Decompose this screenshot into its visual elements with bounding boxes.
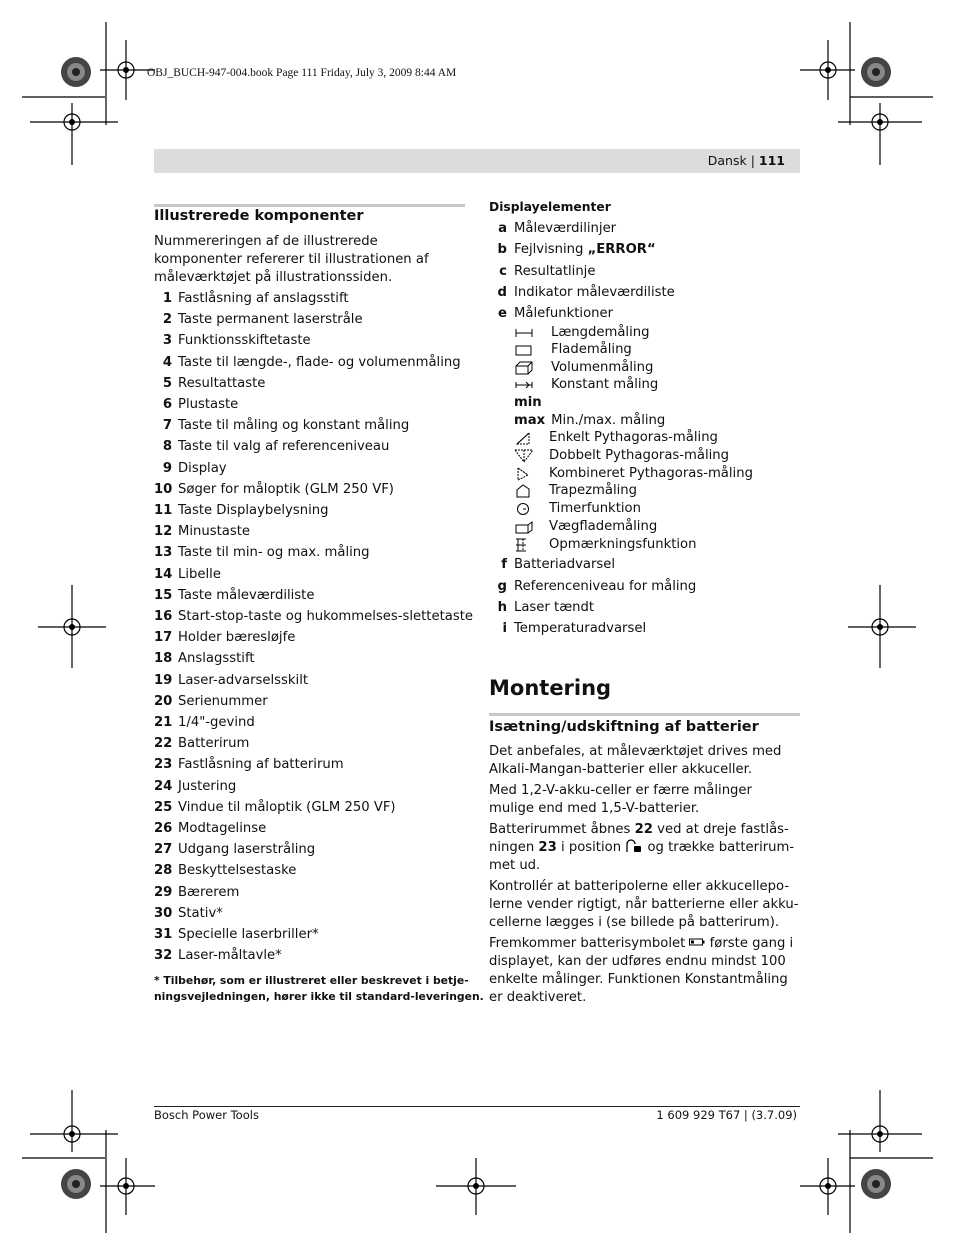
display-elements-list <box>489 221 809 641</box>
volume-measure-icon <box>514 361 534 375</box>
component-number: 16 <box>154 609 173 624</box>
element-label: Resultatlinje <box>514 263 596 279</box>
function-label: Dobbelt Pythagoras-måling <box>549 448 730 463</box>
display-element-item <box>489 557 809 575</box>
element-key: c <box>499 263 507 279</box>
element-label: Laser tændt <box>514 599 595 615</box>
component-number: 17 <box>154 630 173 646</box>
component-label: 1/4"-gevind <box>178 715 255 730</box>
function-label: Enkelt Pythagoras-måling <box>549 430 718 446</box>
component-label: Plustaste <box>178 397 239 412</box>
component-item <box>154 291 474 309</box>
header-band <box>154 149 800 173</box>
function-label: Opmærkningsfunktion <box>549 536 697 552</box>
component-item <box>154 609 474 627</box>
component-number: 27 <box>154 842 173 858</box>
wall-area-icon <box>514 520 534 534</box>
component-label: Justering <box>178 778 237 794</box>
function-label: Trapezmåling <box>549 483 638 499</box>
display-element-item <box>489 264 809 282</box>
measure-function-item <box>489 501 809 518</box>
function-label: Volumenmåling <box>551 359 654 375</box>
element-label: Målefunktioner <box>514 306 614 322</box>
component-label: Resultattaste <box>178 375 266 391</box>
function-label: Timerfunktion <box>549 501 641 517</box>
subsection-title: Isætning/udskiftning af batterier <box>489 719 759 735</box>
function-label: Vægflademåling <box>549 518 658 534</box>
component-number: 13 <box>154 545 173 561</box>
print-slug: OBJ_BUCH-947-004.book Page 111 Friday, July 3, 2009 8:44 AM <box>147 67 457 79</box>
component-item <box>154 461 474 479</box>
measure-function-item <box>489 537 809 554</box>
measure-function-item <box>489 519 809 536</box>
display-element-item <box>489 306 809 324</box>
minmax-text: Min./max. måling <box>551 412 666 428</box>
component-item <box>154 673 474 691</box>
component-item <box>154 630 474 648</box>
component-number: 9 <box>162 460 172 476</box>
component-item <box>154 545 474 563</box>
component-label: Taste permanent laserstråle <box>178 312 363 328</box>
element-key: b <box>497 242 507 258</box>
battery-icon <box>689 934 705 942</box>
component-number: 31 <box>154 927 173 942</box>
paragraph-polarity: Kontrollér at batteripolerne eller akkucellepo-lerne vender rigtigt, når batterierne eller akku-cellerne lægges i (se billede på batterirum). <box>489 879 799 930</box>
function-label: Flademåling <box>551 342 632 358</box>
components-list <box>154 291 474 971</box>
component-label: Anslagsstift <box>178 651 255 667</box>
component-item <box>154 779 474 797</box>
component-number: 29 <box>154 884 173 900</box>
footer-docnumber: 1 609 929 T67 | (3.7.09) <box>656 1108 797 1122</box>
component-label: Vindue til måloptik (GLM 250 VF) <box>178 799 396 815</box>
component-number: 12 <box>154 524 173 540</box>
display-element-item <box>489 285 809 303</box>
footer-rule <box>154 1106 800 1107</box>
component-item <box>154 312 474 330</box>
element-key: h <box>497 599 507 615</box>
component-item <box>154 694 474 712</box>
component-number: 19 <box>154 672 173 688</box>
component-item <box>154 948 474 966</box>
component-label: Taste til valg af referenceniveau <box>178 439 390 455</box>
component-number: 28 <box>154 863 173 879</box>
element-key: d <box>497 284 507 300</box>
component-item <box>154 651 474 669</box>
component-label: Laser-advarselsskilt <box>178 672 309 688</box>
component-label: Start-stop-taste og hukommelses-slettetaste <box>178 609 473 624</box>
unlock-position-icon <box>625 839 643 853</box>
component-number: 21 <box>154 715 173 730</box>
component-number: 11 <box>154 503 173 518</box>
measure-function-item <box>489 360 809 377</box>
component-number: 10 <box>154 481 173 497</box>
element-label: Temperaturadvarsel <box>514 621 647 637</box>
display-element-item <box>489 579 809 597</box>
component-item <box>154 715 474 733</box>
footnote-line-1: * Tilbehør, som er illustreret eller beskrevet i betje- <box>154 974 469 987</box>
footer-brand: Bosch Power Tools <box>154 1108 259 1122</box>
component-number: 20 <box>154 693 173 709</box>
component-item <box>154 439 474 457</box>
component-number: 5 <box>162 375 172 391</box>
component-label: Holder bæresløjfe <box>178 630 296 646</box>
trapezoid-icon <box>514 484 534 498</box>
display-element-item <box>489 221 809 239</box>
component-number: 24 <box>154 778 173 794</box>
component-item <box>154 333 474 351</box>
measure-function-item <box>489 466 809 483</box>
component-number: 7 <box>162 418 172 434</box>
measure-function-item <box>489 448 809 465</box>
component-label: Minustaste <box>178 524 251 540</box>
component-item <box>154 800 474 818</box>
measure-function-item <box>489 430 809 447</box>
component-item <box>154 757 474 775</box>
page-number: 111 <box>758 153 785 168</box>
element-label: Fejlvisning „ERROR“ <box>514 242 656 258</box>
component-label: Batterirum <box>178 736 250 752</box>
component-number: 4 <box>162 354 172 370</box>
component-number: 22 <box>154 736 173 752</box>
component-label: Funktionsskiftetaste <box>178 333 311 349</box>
paragraph-battery-symbol: Fremkommer batterisymbolet første gang i displayet, kan der udføres endnu mindst 100 enkelte målinger. Funktionen Konstantmåling er deaktiveret. <box>489 936 794 1005</box>
pythagoras-double-icon <box>514 449 534 463</box>
display-element-item <box>489 621 809 639</box>
display-element-item <box>489 242 809 260</box>
measure-function-item <box>489 325 809 342</box>
measure-function-item <box>489 483 809 500</box>
component-label: Udgang laserstråling <box>178 842 316 858</box>
element-key: a <box>498 221 507 236</box>
error-label: „ERROR“ <box>587 242 656 258</box>
component-number: 26 <box>154 821 173 836</box>
component-item <box>154 376 474 394</box>
component-item <box>154 885 474 903</box>
continuous-measure-icon <box>514 378 534 392</box>
element-label: Batteriadvarsel <box>514 557 616 573</box>
component-label: Beskyttelsestaske <box>178 863 297 879</box>
component-item <box>154 863 474 881</box>
subsection-rule <box>489 713 800 716</box>
function-label: Kombineret Pythagoras-måling <box>549 465 753 481</box>
component-number: 14 <box>154 566 173 582</box>
component-item <box>154 906 474 924</box>
component-label: Fastlåsning af batterirum <box>178 757 344 773</box>
area-measure-icon <box>514 343 534 357</box>
component-number: 23 <box>154 757 173 773</box>
component-label: Serienummer <box>178 693 268 709</box>
component-item <box>154 524 474 542</box>
function-label: Længdemåling <box>551 324 650 340</box>
component-number: 32 <box>154 948 173 964</box>
element-label: Måleværdilinjer <box>514 221 617 236</box>
element-key: g <box>497 578 507 594</box>
component-number: 6 <box>162 397 172 412</box>
timer-icon <box>514 502 534 516</box>
max-label: max <box>514 412 546 428</box>
component-label: Specielle laserbriller* <box>178 927 319 942</box>
element-key: f <box>501 557 507 573</box>
component-item <box>154 355 474 373</box>
component-label: Laser-måltavle* <box>178 948 282 964</box>
length-measure-icon <box>514 326 534 340</box>
section-rule <box>154 204 465 207</box>
display-elements-heading: Displayelementer <box>489 200 611 214</box>
component-number: 3 <box>162 333 172 349</box>
component-number: 30 <box>154 905 173 921</box>
component-item <box>154 567 474 585</box>
stakeout-icon <box>514 538 534 552</box>
component-item <box>154 418 474 436</box>
component-number: 18 <box>154 651 173 667</box>
component-item <box>154 588 474 606</box>
component-label: Søger for måloptik (GLM 250 VF) <box>178 481 394 497</box>
function-label: Konstant måling <box>551 377 659 393</box>
component-label: Stativ* <box>178 905 223 921</box>
component-label: Taste til min- og max. måling <box>178 545 370 561</box>
component-item <box>154 821 474 839</box>
components-heading: Illustrerede komponenter <box>154 208 364 224</box>
component-label: Taste måleværdiliste <box>178 587 315 603</box>
component-item <box>154 482 474 500</box>
min-label: min <box>514 394 542 410</box>
section-title: Montering <box>489 676 612 700</box>
element-label: Indikator måleværdiliste <box>514 284 675 300</box>
paragraph-open-battery: Batterirummet åbnes 22 ved at dreje fastlås- ningen 23 i position og trække batterirum- met ud. <box>489 822 795 873</box>
component-label: Bærerem <box>178 884 240 900</box>
element-key: e <box>498 306 507 322</box>
component-label: Fastlåsning af anslagsstift <box>178 291 349 306</box>
components-intro: Nummereringen af de illustrerede komponenter refererer til illustrationen af måleværktøjet på illustrationssiden. <box>154 234 429 285</box>
measure-function-item <box>489 377 809 394</box>
component-number: 8 <box>162 439 172 455</box>
component-item <box>154 503 474 521</box>
display-element-item <box>489 600 809 618</box>
component-item <box>154 927 474 945</box>
minmax-item <box>514 413 665 428</box>
component-item <box>154 842 474 860</box>
component-number: 1 <box>162 291 172 306</box>
component-number: 2 <box>162 312 172 328</box>
element-key: i <box>502 621 507 637</box>
pythagoras-single-icon <box>514 431 534 445</box>
component-item <box>154 397 474 415</box>
component-label: Taste til længde-, flade- og volumenmåling <box>178 354 461 370</box>
component-number: 25 <box>154 799 173 815</box>
footnote-line-2: ningsvejledningen, hører ikke til standard-leveringen. <box>154 990 484 1003</box>
paragraph-recommend: Det anbefales, at måleværktøjet drives med Alkali-Mangan-batterier eller akkuceller. <box>489 744 782 777</box>
paragraph-akku: Med 1,2-V-akku-celler er færre målinger mulige end med 1,5-V-batterier. <box>489 783 752 816</box>
component-item <box>154 736 474 754</box>
element-label: Referenceniveau for måling <box>514 578 697 594</box>
component-label: Modtagelinse <box>178 821 267 836</box>
header-separator: | <box>750 153 755 168</box>
measure-function-item <box>489 342 809 359</box>
component-label: Taste til måling og konstant måling <box>178 418 410 434</box>
component-label: Taste Displaybelysning <box>178 503 329 518</box>
page-header <box>708 153 785 168</box>
component-label: Libelle <box>178 566 221 582</box>
pythagoras-combined-icon <box>514 467 534 481</box>
component-number: 15 <box>154 587 173 603</box>
component-label: Display <box>178 460 227 476</box>
header-language: Dansk <box>707 153 747 168</box>
